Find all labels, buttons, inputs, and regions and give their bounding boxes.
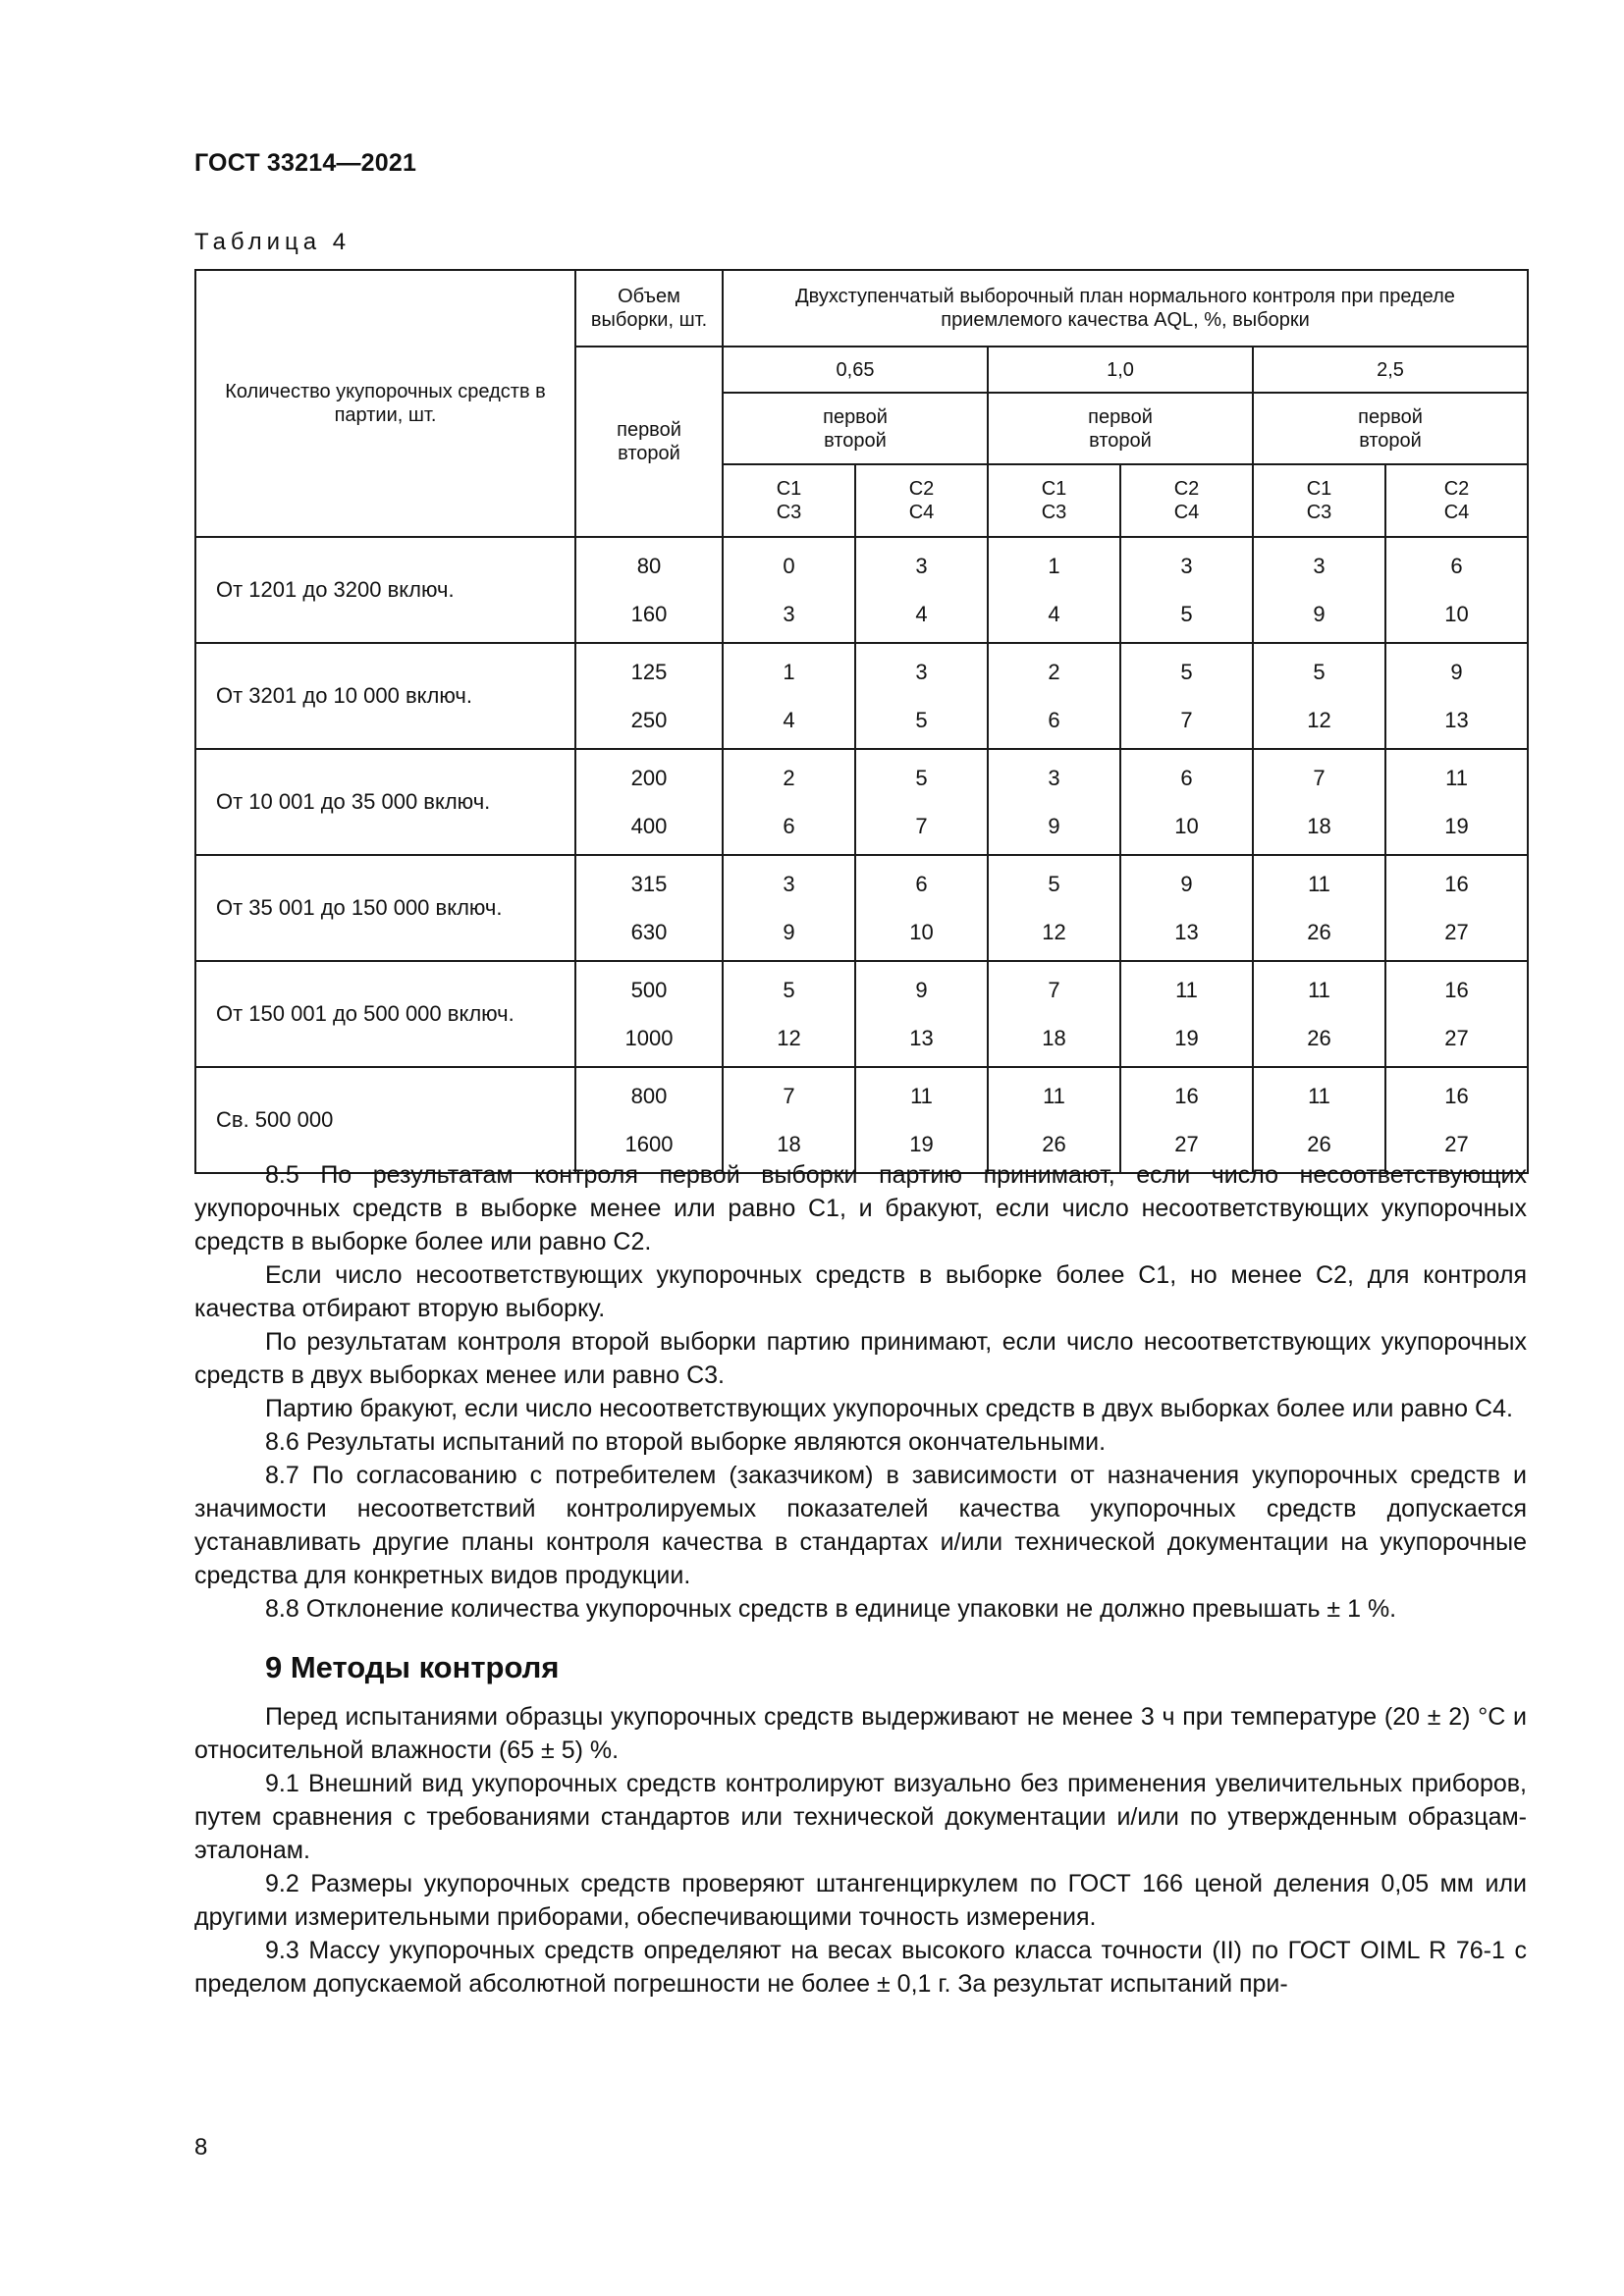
value-cell: 7 [1253,749,1385,802]
lot-size-cell: Св. 500 000 [195,1067,575,1173]
value-cell: 13 [855,1014,988,1067]
value-cell: 9 [988,802,1120,855]
value-cell: 26 [1253,1120,1385,1173]
value-cell: 18 [723,1120,855,1173]
value-cell: 18 [1253,802,1385,855]
table-row [195,961,1528,1014]
value-cell: 27 [1120,1120,1253,1173]
value-cell: 6 [855,855,988,908]
value-cell: 3 [855,643,988,696]
c1-c3-header: C1 C3 [723,464,855,537]
body-text [194,1158,1527,2001]
value-cell: 27 [1385,1120,1528,1173]
value-cell: 3 [1253,537,1385,590]
value-cell: 10 [855,908,988,961]
sample-size-cell: 1600 [575,1120,723,1173]
sample-volume-subheader: первой второй [575,347,723,537]
sample-size-cell: 800 [575,1067,723,1120]
value-cell: 27 [1385,1014,1528,1067]
sampling-plan-table [194,269,1529,1174]
c2-c4-header: C2 C4 [1120,464,1253,537]
sample-size-cell: 125 [575,643,723,696]
value-cell: 26 [1253,1014,1385,1067]
table-caption: Таблица 4 [194,229,352,255]
aql-2-5: 2,5 [1253,347,1528,393]
lot-size-cell: От 1201 до 3200 включ. [195,537,575,643]
value-cell: 12 [1253,696,1385,749]
value-cell: 6 [1385,537,1528,590]
value-cell: 0 [723,537,855,590]
value-cell: 5 [988,855,1120,908]
table-row [195,537,1528,590]
sample-volume-header: Объем выборки, шт. [575,270,723,347]
c1-c3-header: C1 C3 [1253,464,1385,537]
value-cell: 12 [988,908,1120,961]
value-cell: 19 [1120,1014,1253,1067]
c2-c4-header: C2 C4 [1385,464,1528,537]
aql-0-65: 0,65 [723,347,988,393]
table-row [195,643,1528,696]
value-cell: 2 [988,643,1120,696]
page-number: 8 [194,2134,208,2161]
sample-size-cell: 630 [575,908,723,961]
value-cell: 11 [988,1067,1120,1120]
c1-c3-header: C1 C3 [988,464,1120,537]
lot-size-cell: От 10 001 до 35 000 включ. [195,749,575,855]
paragraph: 9.1 Внешний вид укупорочных средств контролируют визуально без применения увеличительных приборов, путем сравнения с требованиями стандартов или технической документации и/или по утвержденным образцам-эталонам. [194,1770,1527,1864]
value-cell: 26 [988,1120,1120,1173]
value-cell: 1 [988,537,1120,590]
document-code: ГОСТ 33214—2021 [194,149,417,177]
value-cell: 7 [723,1067,855,1120]
value-cell: 9 [1253,590,1385,643]
value-cell: 12 [723,1014,855,1067]
value-cell: 5 [1120,590,1253,643]
value-cell: 9 [723,908,855,961]
sample-size-cell: 80 [575,537,723,590]
paragraph: 8.5 По результатам контроля первой выборки партию принимают, если число несоответствующих укупорочных средств в выборке менее или равно C1, и бракуют, если число несоответствующих укупорочных средств в выборке более или равно C2. [194,1161,1527,1255]
value-cell: 5 [1120,643,1253,696]
value-cell: 19 [1385,802,1528,855]
sample-size-cell: 250 [575,696,723,749]
paragraph: 9.2 Размеры укупорочных средств проверяют штангенциркулем по ГОСТ 166 ценой деления 0,05 мм или другими измерительными приборами, обеспечивающими точность измерения. [194,1870,1527,1931]
paragraph: Партию бракуют, если число несоответствующих укупорочных средств в двух выборках более или равно C4. [265,1395,1513,1422]
value-cell: 11 [1253,855,1385,908]
sample-size-cell: 200 [575,749,723,802]
sample-size-cell: 315 [575,855,723,908]
value-cell: 26 [1253,908,1385,961]
value-cell: 3 [723,590,855,643]
sample-size-cell: 1000 [575,1014,723,1067]
paragraph: 8.6 Результаты испытаний по второй выборке являются окончательными. [265,1428,1107,1456]
value-cell: 6 [1120,749,1253,802]
value-cell: 11 [1253,1067,1385,1120]
value-cell: 18 [988,1014,1120,1067]
aql-sub-header: первой второй [723,393,988,464]
value-cell: 16 [1385,1067,1528,1120]
value-cell: 13 [1385,696,1528,749]
paragraph: 8.7 По согласованию с потребителем (заказчиком) в зависимости от назначения укупорочных средств и значимости несоответствий контролируемых показателей качества укупорочных средств допускается устанавливать другие планы контроля качества в стандартах и/или технической документации на укупорочные средства для конкретных видов продукции. [194,1462,1527,1589]
value-cell: 3 [1120,537,1253,590]
value-cell: 7 [1120,696,1253,749]
value-cell: 11 [855,1067,988,1120]
value-cell: 4 [988,590,1120,643]
value-cell: 1 [723,643,855,696]
value-cell: 19 [855,1120,988,1173]
value-cell: 6 [988,696,1120,749]
value-cell: 5 [855,696,988,749]
table-row [195,855,1528,908]
value-cell: 16 [1120,1067,1253,1120]
value-cell: 3 [988,749,1120,802]
sample-size-cell: 160 [575,590,723,643]
value-cell: 13 [1120,908,1253,961]
value-cell: 2 [723,749,855,802]
value-cell: 7 [988,961,1120,1014]
section-title: 9 Методы контроля [265,1650,560,1684]
sample-size-cell: 500 [575,961,723,1014]
paragraph: Если число несоответствующих укупорочных средств в выборке более C1, но менее C2, для контроля качества отбирают вторую выборку. [194,1261,1527,1322]
value-cell: 9 [1120,855,1253,908]
value-cell: 16 [1385,961,1528,1014]
table-row [195,1067,1528,1120]
value-cell: 4 [723,696,855,749]
aql-sub-header: первой второй [988,393,1253,464]
aql-1-0: 1,0 [988,347,1253,393]
lot-size-cell: От 35 001 до 150 000 включ. [195,855,575,961]
value-cell: 9 [855,961,988,1014]
aql-sub-header: первой второй [1253,393,1528,464]
paragraph: По результатам контроля второй выборки партию принимают, если число несоответствующих укупорочных средств в двух выборках менее или равно C3. [194,1328,1527,1389]
paragraph: 9.3 Массу укупорочных средств определяют на весах высокого класса точности (II) по ГОСТ OIML R 76-1 с пределом допускаемой абсолютной погрешности не более ± 0,1 г. За результат испытаний при- [194,1937,1527,1998]
value-cell: 5 [855,749,988,802]
paragraph: 8.8 Отклонение количества укупорочных средств в единице упаковки не должно превышать ± 1 %. [265,1595,1397,1623]
paragraph: Перед испытаниями образцы укупорочных средств выдерживают не менее 3 ч при температуре (20 ± 2) °С и относительной влажности (65 ± 5) %. [194,1703,1527,1764]
lot-size-cell: От 3201 до 10 000 включ. [195,643,575,749]
c2-c4-header: C2 C4 [855,464,988,537]
table-row [195,749,1528,802]
value-cell: 5 [1253,643,1385,696]
sample-size-cell: 400 [575,802,723,855]
value-cell: 16 [1385,855,1528,908]
value-cell: 11 [1120,961,1253,1014]
lot-size-header: Количество укупорочных средств в партии, шт. [195,270,575,537]
value-cell: 27 [1385,908,1528,961]
value-cell: 10 [1385,590,1528,643]
value-cell: 6 [723,802,855,855]
value-cell: 11 [1385,749,1528,802]
lot-size-cell: От 150 001 до 500 000 включ. [195,961,575,1067]
value-cell: 9 [1385,643,1528,696]
value-cell: 3 [855,537,988,590]
value-cell: 5 [723,961,855,1014]
value-cell: 3 [723,855,855,908]
sampling-plan-header: Двухступенчатый выборочный план нормального контроля при пределе приемлемого качества AQL, %, выборки [723,270,1528,347]
value-cell: 10 [1120,802,1253,855]
value-cell: 11 [1253,961,1385,1014]
value-cell: 4 [855,590,988,643]
value-cell: 7 [855,802,988,855]
